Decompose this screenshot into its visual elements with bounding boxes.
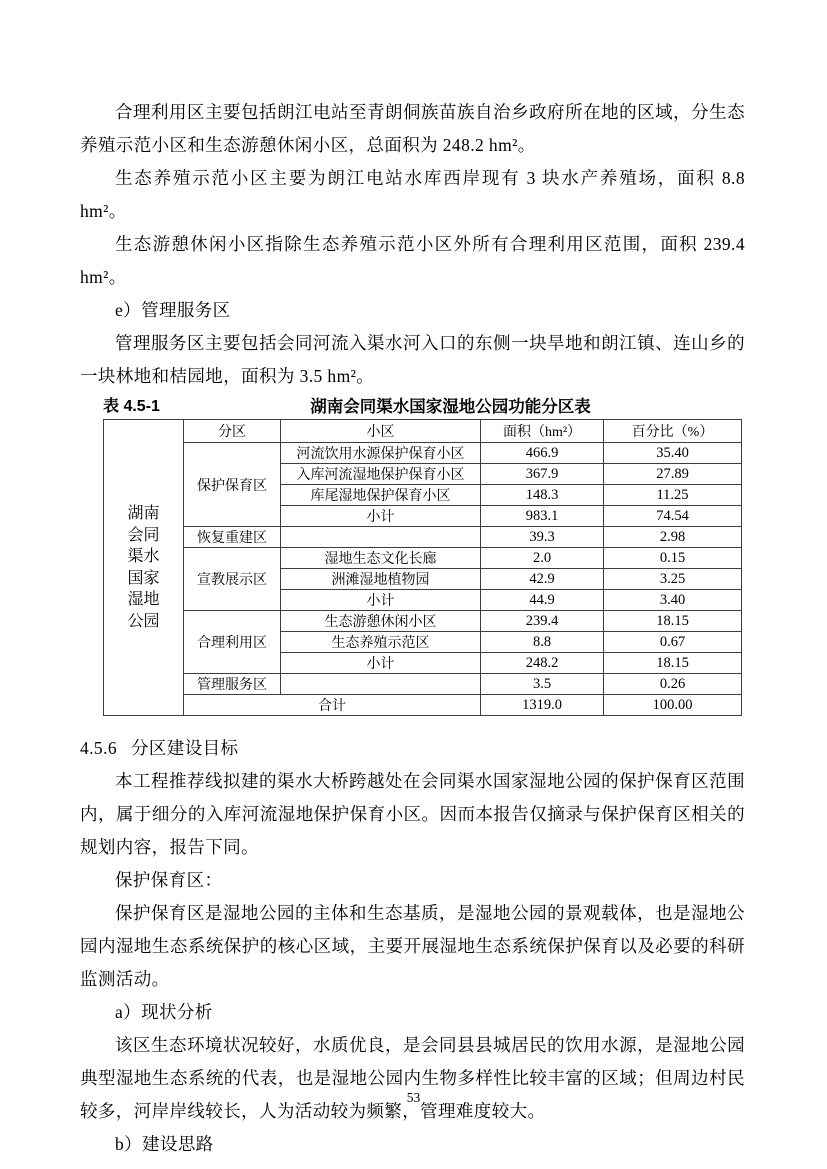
area-cell: 239.4 [481, 611, 604, 632]
function-zoning-table [103, 419, 742, 716]
subzone-cell: 生态养殖示范区 [281, 632, 481, 653]
percent-cell: 0.26 [604, 674, 742, 695]
zone-cell: 恢复重建区 [184, 527, 281, 548]
subzone-cell [281, 674, 481, 695]
table-row [104, 611, 742, 632]
paragraph-conservation-zone-label: 保护保育区： [115, 870, 223, 890]
column-header-percent: 百分比（%） [604, 420, 742, 443]
subtotal-cell: 小计 [281, 590, 481, 611]
paragraph-item-e-heading: e）管理服务区 [115, 300, 231, 320]
percent-cell: 27.89 [604, 464, 742, 485]
area-cell: 248.2 [481, 653, 604, 674]
zone-cell: 宣教展示区 [184, 548, 281, 611]
area-cell: 2.0 [481, 548, 604, 569]
table-header-row [104, 420, 742, 443]
side-label-line: 公园 [127, 612, 160, 630]
section-heading [80, 732, 745, 765]
subtotal-cell: 小计 [281, 653, 481, 674]
paragraph-aquaculture-subzone: 生态养殖示范小区主要为朗江电站水库西岸现有 3 块水产养殖场，面积 8.8 hm²。 [80, 168, 745, 221]
total-percent-cell: 100.00 [604, 695, 742, 716]
percent-cell: 18.15 [604, 611, 742, 632]
subzone-cell: 生态游憩休闲小区 [281, 611, 481, 632]
table-side-label-cell [104, 420, 184, 716]
zone-cell: 管理服务区 [184, 674, 281, 695]
percent-cell: 0.15 [604, 548, 742, 569]
percent-cell: 3.25 [604, 569, 742, 590]
area-cell: 148.3 [481, 485, 604, 506]
area-cell: 466.9 [481, 443, 604, 464]
section-number: 4.5.6 [80, 738, 117, 758]
paragraph-status-analysis: 该区生态环境状况较好，水质优良，是会同县县城居民的饮用水源，是湿地公园典型湿地生态系统的代表，也是湿地公园内生物多样性比较丰富的区域；但周边村民较多，河岸岸线较长，人为活动较为频繁，管理难度较大。 [80, 1035, 745, 1121]
area-cell: 367.9 [481, 464, 604, 485]
page-content [80, 96, 745, 1161]
paragraph-item-a-heading: a）现状分析 [115, 1002, 213, 1022]
side-label-line: 湖南 [127, 505, 160, 522]
subzone-cell: 洲滩湿地植物园 [281, 569, 481, 590]
area-cell: 983.1 [481, 506, 604, 527]
percent-cell: 18.15 [604, 653, 742, 674]
paragraph-rational-use-zone: 合理利用区主要包括朗江电站至青朗侗族苗族自治乡政府所在地的区域，分生态养殖示范小区和生态游憩休闲小区，总面积为 248.2 hm²。 [80, 102, 745, 155]
table-row [104, 674, 742, 695]
paragraph-management-zone: 管理服务区主要包括会同河流入渠水河入口的东侧一块旱地和朗江镇、连山乡的一块林地和桔园地，面积为 3.5 hm²。 [80, 333, 745, 386]
side-label-line: 渠水 [127, 548, 160, 565]
subzone-cell: 湿地生态文化长廊 [281, 548, 481, 569]
paragraph-conservation-zone-description: 保护保育区是湿地公园的主体和生态基质，是湿地公园的景观载体，也是湿地公园内湿地生态系统保护的核心区域，主要开展湿地生态系统保护保育以及必要的科研监测活动。 [80, 903, 745, 989]
side-label-line: 国家 [127, 569, 160, 587]
percent-cell: 3.40 [604, 590, 742, 611]
paragraph-bridge-crossing: 本工程推荐线拟建的渠水大桥跨越处在会同渠水国家湿地公园的保护保育区范围内，属于细分的入库河流湿地保护保育小区。因而本报告仅摘录与保护保育区相关的规划内容，报告下同。 [80, 771, 745, 857]
subtotal-cell: 小计 [281, 506, 481, 527]
area-cell: 44.9 [481, 590, 604, 611]
total-area-cell: 1319.0 [481, 695, 604, 716]
table-row [104, 443, 742, 464]
area-cell: 42.9 [481, 569, 604, 590]
paragraph-recreation-subzone: 生态游憩休闲小区指除生态养殖示范小区外所有合理利用区范围，面积 239.4 hm²。 [80, 234, 745, 287]
table-caption [103, 395, 741, 419]
area-cell: 39.3 [481, 527, 604, 548]
table-row [104, 527, 742, 548]
paragraph-item-b-heading: b）建设思路 [115, 1134, 214, 1154]
area-cell: 3.5 [481, 674, 604, 695]
percent-cell: 74.54 [604, 506, 742, 527]
subzone-cell: 河流饮用水源保护保育小区 [281, 443, 481, 464]
table-caption-title: 湖南会同渠水国家湿地公园功能分区表 [310, 398, 591, 416]
table-total-row [104, 695, 742, 716]
percent-cell: 2.98 [604, 527, 742, 548]
column-header-zone: 分区 [184, 420, 281, 443]
page-number: 53 [406, 1090, 421, 1105]
column-header-subzone: 小区 [281, 420, 481, 443]
subzone-cell [281, 527, 481, 548]
subzone-cell: 入库河流湿地保护保育小区 [281, 464, 481, 485]
subzone-cell: 库尾湿地保护保育小区 [281, 485, 481, 506]
percent-cell: 0.67 [604, 632, 742, 653]
zone-cell: 合理利用区 [184, 611, 281, 674]
total-label-cell: 合计 [184, 695, 481, 716]
side-label-line: 会同 [127, 526, 160, 544]
side-label-line: 湿地 [127, 591, 160, 608]
section-title: 分区建设目标 [131, 738, 239, 758]
percent-cell: 11.25 [604, 485, 742, 506]
column-header-area: 面积（hm²） [481, 420, 604, 443]
percent-cell: 35.40 [604, 443, 742, 464]
zone-cell: 保护保育区 [184, 443, 281, 527]
area-cell: 8.8 [481, 632, 604, 653]
table-caption-label: 表 4.5-1 [103, 398, 160, 415]
table-row [104, 548, 742, 569]
